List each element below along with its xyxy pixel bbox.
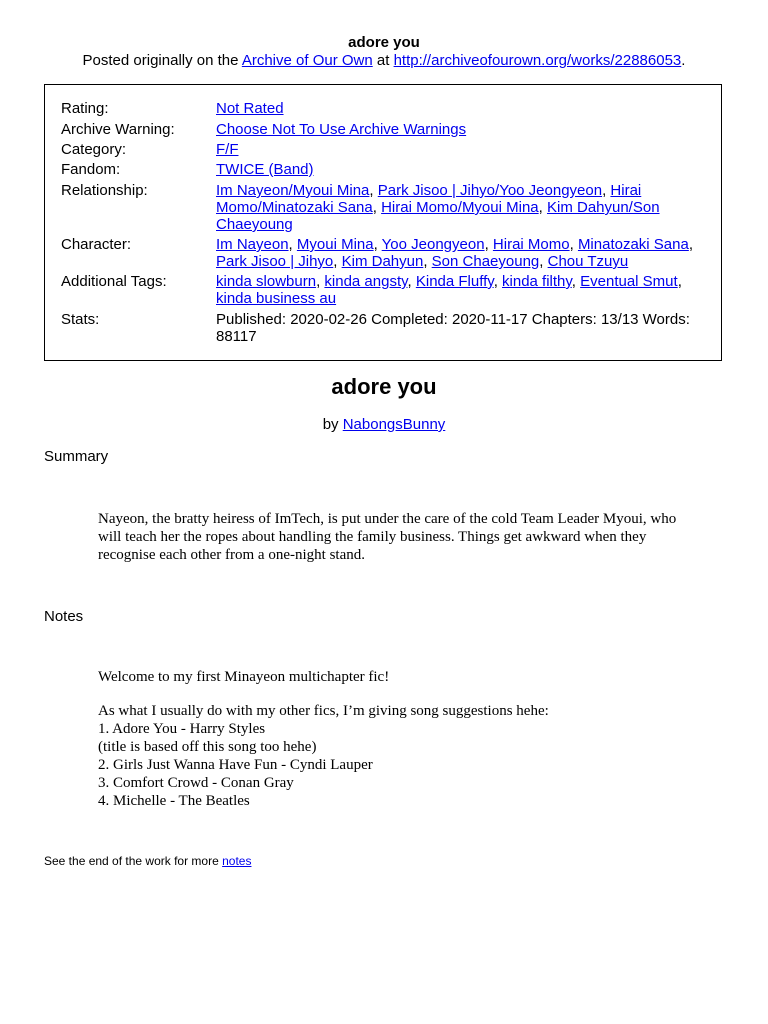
summary-heading: Summary bbox=[44, 448, 109, 465]
category-link[interactable]: F/F bbox=[216, 141, 239, 158]
character-link[interactable]: Hirai Momo bbox=[492, 236, 570, 253]
byline-by: by bbox=[322, 416, 339, 433]
posted-prefix: Posted originally on the bbox=[82, 52, 239, 69]
end-notes-link[interactable]: notes bbox=[222, 854, 252, 868]
work-title: adore you bbox=[331, 374, 437, 399]
posted-period: . bbox=[681, 52, 686, 69]
relationship-list: Im Nayeon/Myoui Mina, Park Jisoo | Jihyo/Yoo Jeongyeon, Hirai Momo/Minatozaki Sana, Hirai Momo/Myoui Mina, Kim Dahyun/Son Chaeyoung bbox=[216, 182, 660, 233]
posted-line bbox=[0, 52, 768, 69]
warning-link[interactable]: Choose Not To Use Archive Warnings bbox=[216, 121, 467, 138]
character-link[interactable]: Myoui Mina bbox=[296, 236, 374, 253]
fandom-link[interactable]: TWICE (Band) bbox=[216, 161, 314, 178]
notes-line: 3. Comfort Crowd - Conan Gray bbox=[98, 775, 294, 791]
stats-value: Published: 2020-02-26 Completed: 2020-11-17 Chapters: 13/13 Words: 88117 bbox=[216, 311, 690, 345]
character-link[interactable]: Minatozaki Sana bbox=[577, 236, 689, 253]
tag-link[interactable]: kinda filthy bbox=[502, 273, 572, 290]
work-url-link[interactable]: http://archiveofourown.org/works/22886053 bbox=[393, 52, 682, 69]
warning-label: Archive Warning: bbox=[61, 121, 175, 138]
notes-line: 1. Adore You - Harry Styles bbox=[98, 721, 266, 737]
byline bbox=[0, 416, 768, 433]
rating-label: Rating: bbox=[61, 100, 109, 117]
summary-text: Nayeon, the bratty heiress of ImTech, is put under the care of the cold Team Leader Myoui, who will teach her the ropes about handling the family business. Things get awkward when they recognise each other from a one-night stand. bbox=[98, 511, 677, 563]
notes-song-list bbox=[98, 702, 678, 810]
character-link[interactable]: Son Chaeyoung bbox=[431, 253, 540, 270]
relationship-link[interactable]: Hirai Momo/Myoui Mina bbox=[381, 199, 539, 216]
notes-line: As what I usually do with my other fics, I’m giving song suggestions hehe: bbox=[98, 703, 549, 719]
notes-line: (title is based off this song too hehe) bbox=[98, 739, 317, 755]
character-label: Character: bbox=[61, 236, 132, 253]
character-link[interactable]: Yoo Jeongyeon bbox=[381, 236, 485, 253]
character-list: Im Nayeon, Myoui Mina, Yoo Jeongyeon, Hirai Momo, Minatozaki Sana, Park Jisoo | Jihyo, Kim Dahyun, Son Chaeyoung, Chou Tzuyu bbox=[216, 236, 694, 270]
notes-heading: Notes bbox=[44, 608, 84, 625]
tag-link[interactable]: kinda business au bbox=[216, 290, 337, 307]
end-notes-prefix: See the end of the work for more bbox=[44, 854, 219, 868]
tag-link[interactable]: kinda angsty bbox=[324, 273, 408, 290]
archive-link[interactable]: Archive of Our Own bbox=[241, 52, 373, 69]
notes-line: 4. Michelle - The Beatles bbox=[98, 793, 250, 809]
notes-intro: Welcome to my first Minayeon multichapter fic! bbox=[98, 669, 390, 685]
character-link[interactable]: Kim Dahyun bbox=[341, 253, 424, 270]
notes-line: 2. Girls Just Wanna Have Fun - Cyndi Lauper bbox=[98, 757, 373, 773]
category-label: Category: bbox=[61, 141, 127, 158]
author-link[interactable]: NabongsBunny bbox=[342, 416, 446, 433]
tags-label: Additional Tags: bbox=[61, 273, 167, 290]
stats-label: Stats: bbox=[61, 311, 100, 328]
fandom-label: Fandom: bbox=[61, 161, 121, 178]
tag-link[interactable]: Eventual Smut bbox=[580, 273, 678, 290]
character-link[interactable]: Park Jisoo | Jihyo bbox=[216, 253, 334, 270]
rating-link[interactable]: Not Rated bbox=[216, 100, 284, 117]
character-link[interactable]: Chou Tzuyu bbox=[547, 253, 629, 270]
tag-link[interactable]: kinda slowburn bbox=[216, 273, 317, 290]
relationship-link[interactable]: Kim Dahyun/Son Chaeyoung bbox=[216, 199, 660, 233]
character-link[interactable]: Im Nayeon bbox=[216, 236, 289, 253]
document-title: adore you bbox=[348, 34, 420, 51]
relationship-link[interactable]: Park Jisoo | Jihyo/Yoo Jeongyeon bbox=[377, 182, 603, 199]
metadata-box bbox=[44, 84, 722, 361]
tag-link[interactable]: Kinda Fluffy bbox=[415, 273, 494, 290]
end-notes-pointer bbox=[44, 854, 251, 868]
relationship-link[interactable]: Hirai Momo/Minatozaki Sana bbox=[216, 182, 642, 216]
tag-list: kinda slowburn, kinda angsty, Kinda Fluffy, kinda filthy, Eventual Smut, kinda business au bbox=[216, 273, 682, 307]
relationship-link[interactable]: Im Nayeon/Myoui Mina bbox=[216, 182, 370, 199]
relationship-label: Relationship: bbox=[61, 182, 148, 199]
posted-at: at bbox=[376, 52, 390, 69]
